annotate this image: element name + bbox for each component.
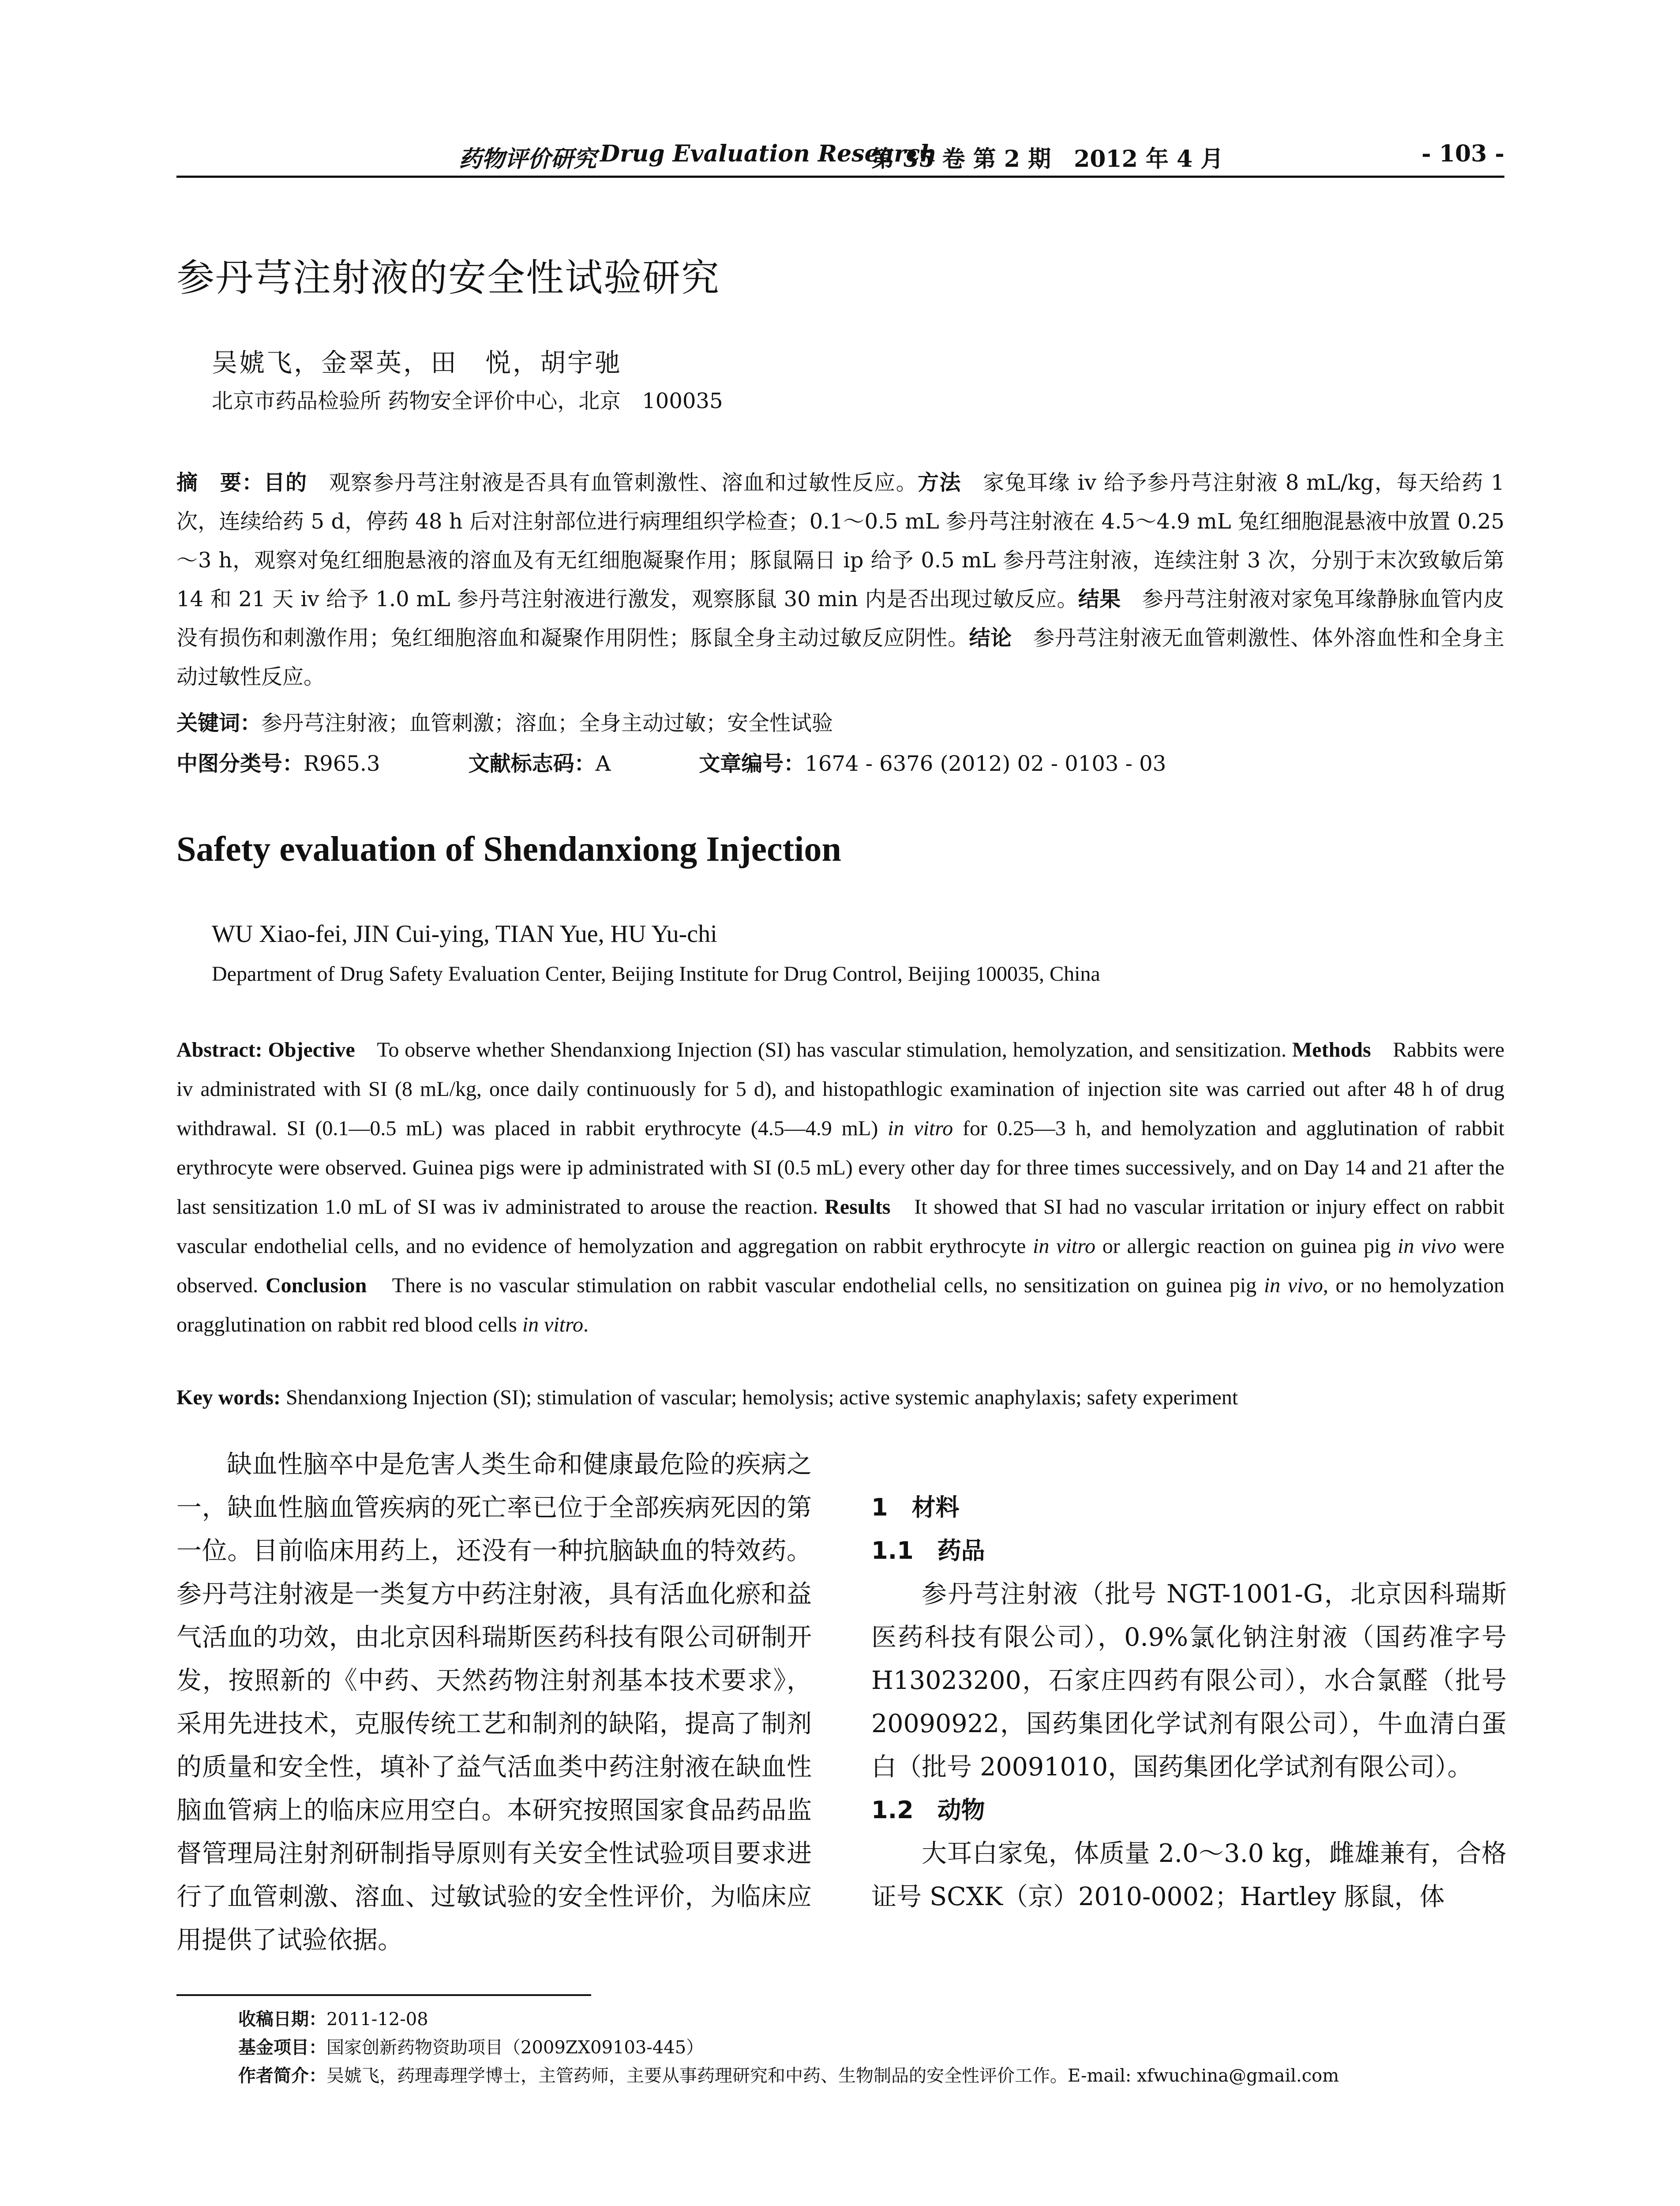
clc-value: R965.3 [304,751,380,776]
objective-text-cn: 观察参丹芎注射液是否具有血管刺激性、溶血和过敏性反应。 [307,470,918,495]
abstract-label-en: Abstract: [176,1038,262,1062]
affiliation-cn: 北京市药品检验所 药物安全评价中心，北京 100035 [212,389,723,413]
keywords-text-en: Shendanxiong Injection (SI); stimulation of vascular; hemolysis; active systemic anaphylaxis; safety experiment [280,1386,1238,1409]
footnote-divider [176,1994,591,1996]
fund-label: 基金项目： [238,2037,326,2058]
objective-text-en: To observe whether Shendanxiong Injection (SI) has vascular stimulation, hemolyzation, and sensitization. [355,1038,1286,1062]
article-no-value: 1674 - 6376 (2012) 02 - 0103 - 03 [805,751,1166,776]
doc-code-label: 文献标志码： [468,751,596,776]
affiliation-en: Department of Drug Safety Evaluation Center, Beijing Institute for Drug Control, Beijing 100035, China [212,962,1100,986]
keywords-en [176,1385,1504,1410]
body-column-right [871,1443,1507,1918]
authors-en: WU Xiao-fei, JIN Cui-ying, TIAN Yue, HU Yu-chi [212,920,717,948]
methods-label-en: Methods [1292,1038,1371,1062]
abstract-label-cn: 摘 要： [176,470,264,495]
conclusion-text-en-3: . [583,1313,589,1336]
fund-text: 国家创新药物资助项目（2009ZX09103-445） [326,2037,704,2058]
doc-code-value: A [595,751,611,776]
body-column-left [176,1443,812,1962]
methods-label-cn: 方法 [918,470,961,495]
results-text-en-1: It showed that SI had no vascular irritation or injury effect on rabbit vascular endothelial cells, and no evidence of hemolyzation and aggregation on rabbit erythrocyte [176,1195,1504,1258]
received-date: 2011-12-08 [326,2009,428,2030]
footnote-author [238,2062,1339,2090]
authors-cn: 吴婋飞，金翠英，田 悦，胡宇驰 [212,348,622,378]
methods-text-en-2: for 0.25—3 h, and hemolyzation and agglutination of rabbit erythrocyte were observed. Guinea pigs were ip administrated with SI (0.5 mL) every other day for three times successively, and on Day 14 and 21 after the last sensitization 1.0 mL of SI was iv administrated to arouse the reaction. [176,1117,1504,1219]
intro-paragraph: 缺血性脑卒中是危害人类生命和健康最危险的疾病之一，缺血性脑血管疾病的死亡率已位于全部疾病死因的第一位。目前临床用药上，还没有一种抗脑缺血的特效药。参丹芎注射液是一类复方中药注射液，具有活血化瘀和益气活血的功效，由北京因科瑞斯医药科技有限公司研制开发，按照新的《中药、天然药物注射剂基本技术要求》，采用先进技术，克服传统工艺和制剂的缺陷，提高了制剂的质量和安全性，填补了益气活血类中药注射液在缺血性脑血管病上的临床应用空白。本研究按照国家食品药品监督管理局注射剂研制指导原则有关安全性试验项目要求进行了血管刺激、溶血、过敏试验的安全性评价，为临床应用提供了试验依据。 [176,1450,812,1955]
conclusion-text-en-2: , or no hemolyzation oragglutination on rabbit red blood cells [176,1274,1504,1336]
conclusion-label-en: Conclusion [265,1274,367,1297]
article-title-cn: 参丹芎注射液的安全性试验研究 [176,256,720,300]
drugs-paragraph: 参丹芎注射液（批号 NGT-1001-G，北京因科瑞斯医药科技有限公司），0.9%氯化钠注射液（国药准字号 H13023200，石家庄四药有限公司），水合氯醛（批号 20090922，国药集团化学试剂有限公司），牛血清白蛋白（批号 20091010，国药集团化学试剂有限公司）。 [871,1579,1507,1782]
abstract-cn [176,463,1504,696]
results-label-cn: 结果 [1078,587,1121,612]
keywords-text-cn: 参丹芎注射液；血管刺激；溶血；全身主动过敏；安全性试验 [261,711,833,735]
abstract-en [176,1030,1504,1344]
classification-line [176,747,1166,777]
results-text-cn: 参丹芎注射液对家兔耳缘静脉血管内皮没有损伤和刺激作用；兔红细胞溶血和凝聚作用阴性；豚鼠全身主动过敏反应阴性。 [176,587,1504,650]
animals-paragraph: 大耳白家兔，体质量 2.0～3.0 kg，雌雄兼有，合格证号 SCXK（京）2010-0002；Hartley 豚鼠，体 [871,1839,1507,1911]
volume-issue: 第 35 卷 第 2 期 2012 年 4 月 [871,146,1224,173]
journal-name-en: Drug Evaluation Research [600,140,937,167]
results-text-en-2: or allergic reaction on guinea pig [1095,1234,1398,1258]
author-bio: 吴婋飞，药理毒理学博士，主管药师，主要从事药理研究和中药、生物制品的安全性评价工作。E-mail: xfwuchina@gmail.com [326,2066,1339,2086]
conclusion-text-cn: 参丹芎注射液无血管刺激性、体外溶血性和全身主动过敏性反应。 [176,626,1504,689]
keywords-cn [176,706,833,736]
footnote-received [238,2005,1339,2033]
keywords-label-cn: 关键词： [176,711,262,735]
in-vitro-term: in vitro [522,1313,584,1336]
page-number: - 103 - [1421,140,1504,167]
objective-label-cn: 目的 [263,470,308,495]
results-label-en: Results [825,1195,891,1219]
running-header [176,140,1504,178]
received-label: 收稿日期： [238,2009,326,2030]
journal-name-cn: 药物评价研究 [459,146,597,173]
methods-text-en-1: Rabbits were iv administrated with SI (8 mL/kg, once daily continuously for 5 d), and histopathlogic examination of injection site was carried out after 48 h of drug withdrawal. SI (0.1—0.5 mL) was placed in rabbit erythrocyte (4.5—4.9 mL) [176,1038,1505,1140]
conclusion-text-en-1: There is no vascular stimulation on rabbit vascular endothelial cells, no sensitization on guinea pig [367,1274,1264,1297]
methods-text-cn: 家兔耳缘 iv 给予参丹芎注射液 8 mL/kg，每天给药 1 次，连续给药 5 d，停药 48 h 后对注射部位进行病理组织学检查；0.1～0.5 mL 参丹芎注射液在 4.5～4.9 mL 兔红细胞混悬液中放置 0.25～3 h，观察对兔红细胞悬液的溶血及有无红细胞凝聚作用；豚鼠隔日 ip 给予 0.5 mL 参丹芎注射液，连续注射 3 次，分别于末次致敏后第 14 和 21 天 iv 给予 1.0 mL 参丹芎注射液进行激发，观察豚鼠 30 min 内是否出现过敏反应。 [176,470,1504,612]
section-heading-materials: 1 材料 [871,1493,960,1521]
footnotes [238,2005,1339,2090]
objective-label-en: Objective [268,1038,355,1062]
results-text-en-3: were observed. [176,1234,1505,1297]
section-heading-animals: 1.2 动物 [871,1796,985,1824]
in-vitro-term: in vitro [888,1117,953,1140]
conclusion-label-cn: 结论 [969,626,1012,650]
section-heading-drugs: 1.1 药品 [871,1537,985,1564]
clc-label: 中图分类号： [176,751,304,776]
in-vivo-term: in vivo [1398,1234,1457,1258]
author-label: 作者简介： [238,2066,326,2086]
article-no-label: 文章编号： [699,751,805,776]
in-vivo-term: in vivo [1264,1274,1323,1297]
keywords-label-en: Key words: [176,1386,281,1409]
footnote-fund [238,2033,1339,2062]
in-vitro-term: in vitro [1033,1234,1096,1258]
article-title-en: Safety evaluation of Shendanxiong Injection [176,830,841,869]
